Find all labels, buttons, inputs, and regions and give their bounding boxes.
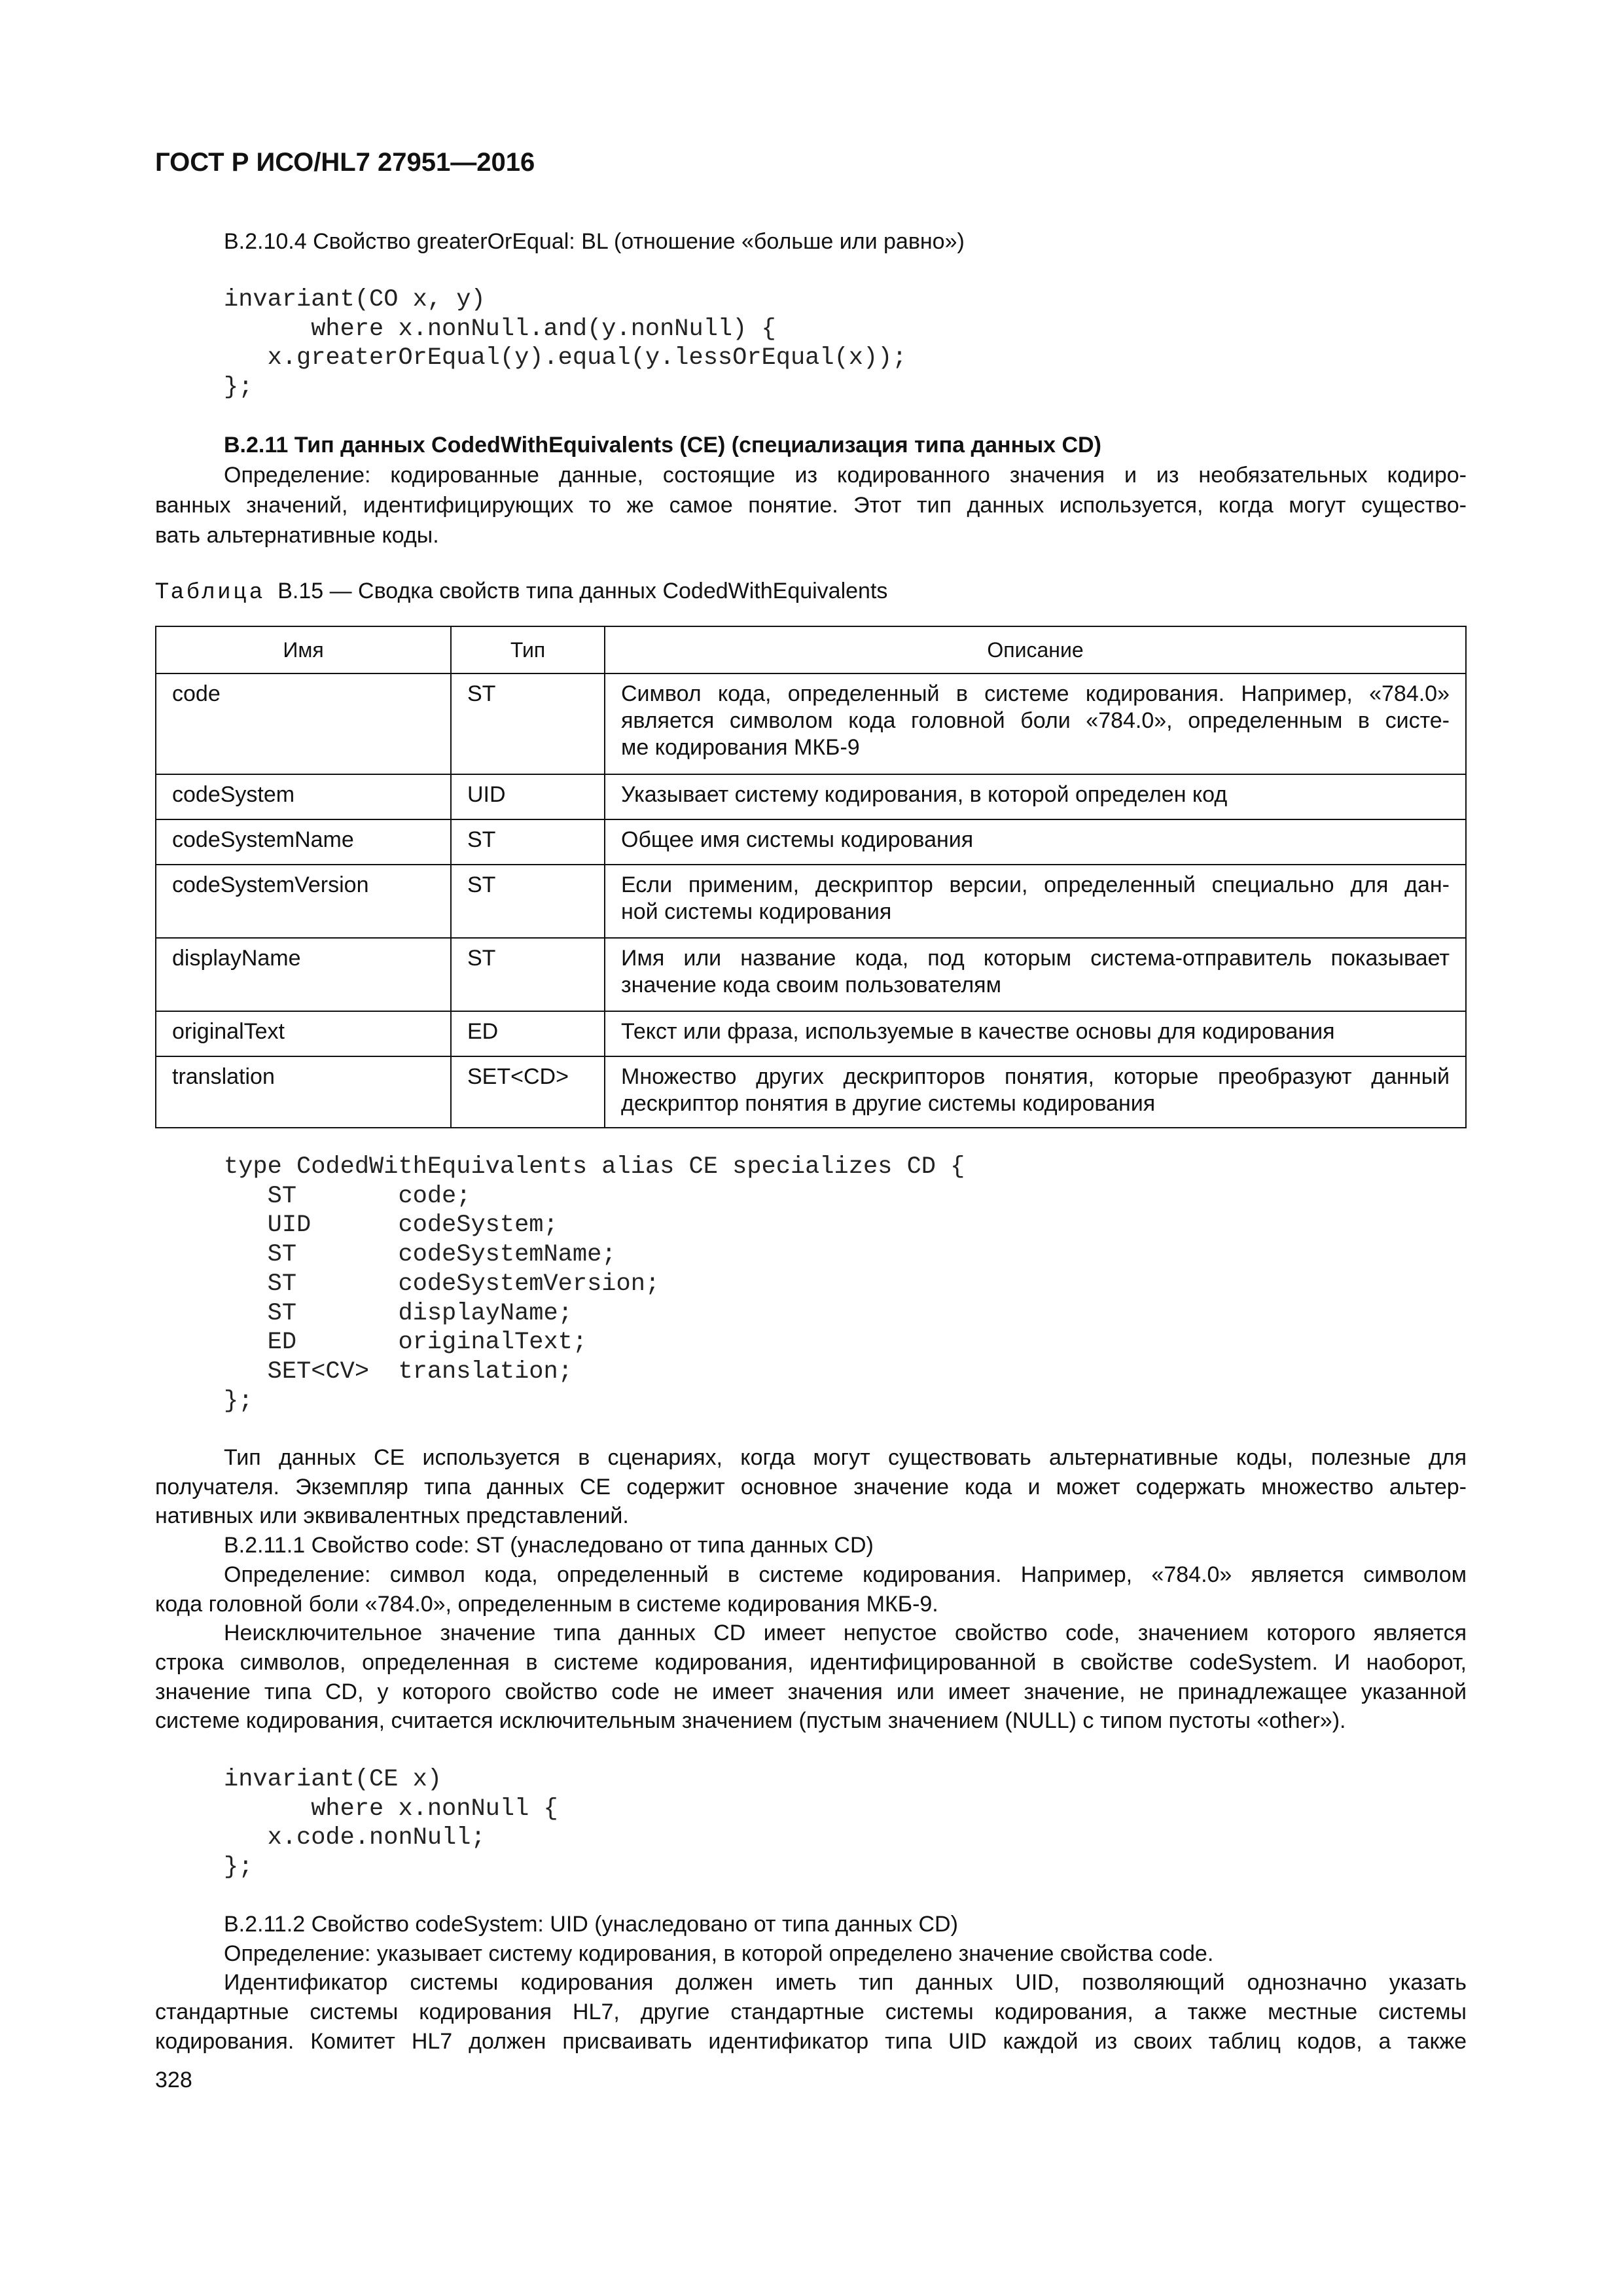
code-line: invariant(CE x) <box>224 1766 442 1793</box>
cell-description <box>605 774 1466 819</box>
column-header-description: Описание <box>605 626 1466 673</box>
text-line: Текст или фраза, используемые в качестве основы для кодирования <box>621 1019 1335 1044</box>
body-text-2 <box>155 1910 1467 2056</box>
text-line: дескриптор понятия в другие системы кодирования <box>621 1091 1156 1116</box>
table-row <box>156 673 1466 774</box>
cell-type: SET<CD> <box>451 1056 605 1128</box>
code-line: type CodedWithEquivalents alias CE specializes CD { <box>224 1153 965 1181</box>
cell-type: ST <box>451 673 605 774</box>
code-line: where x.nonNull.and(y.nonNull) { <box>224 315 776 343</box>
code-line: x.greaterOrEqual(y).equal(y.lessOrEqual(x)); <box>224 344 907 372</box>
code-block-code-invariant <box>224 1765 558 1882</box>
code-block-greater-or-equal <box>224 285 907 403</box>
table-row <box>156 1056 1466 1128</box>
cell-description <box>605 1011 1466 1056</box>
cell-type: ED <box>451 1011 605 1056</box>
table-row <box>156 774 1466 819</box>
cell-type: ST <box>451 819 605 865</box>
cell-name: originalText <box>156 1011 451 1056</box>
code-line: ED originalText; <box>224 1329 588 1357</box>
code-line: }; <box>224 1854 253 1882</box>
cell-description <box>605 673 1466 774</box>
text-line: ной системы кодирования <box>621 899 892 924</box>
text-line: значение кода своим пользователям <box>621 973 1001 997</box>
code-line: ST displayName; <box>224 1299 573 1327</box>
document-header: ГОСТ Р ИСО/HL7 27951—2016 <box>155 148 535 177</box>
code-line: UID codeSystem; <box>224 1211 558 1240</box>
code-line: invariant(CO x, y) <box>224 286 486 314</box>
code-line: ST codeSystemVersion; <box>224 1270 660 1298</box>
cell-type: UID <box>451 774 605 819</box>
code-block-type-definition <box>224 1153 965 1416</box>
cell-name: code <box>156 673 451 774</box>
code-line: ST code; <box>224 1182 471 1210</box>
text-line: кода головной боли «784.0», определенным в системе кодирования МКБ-9. <box>155 1591 938 1617</box>
text-line: строка символов, определенная в системе кодирования, идентифицированной в свойстве codeSystem. И наоборот, <box>155 1649 1467 1675</box>
text-line: Общее имя системы кодирования <box>621 827 974 852</box>
body-text-1 <box>155 1443 1467 1736</box>
text-line: Если применим, дескриптор версии, определенный специально для дан- <box>621 872 1450 897</box>
text-line: Указывает систему кодирования, в которой определен код <box>621 782 1228 807</box>
cell-name: displayName <box>156 938 451 1011</box>
table-header-row <box>156 626 1466 673</box>
table-row <box>156 819 1466 865</box>
table-row <box>156 938 1466 1011</box>
page-number: 328 <box>155 2068 192 2092</box>
cell-description <box>605 865 1466 938</box>
text-line: Символ кода, определенный в системе кодирования. Например, «784.0» <box>621 681 1450 706</box>
section-b2104-title: B.2.10.4 Свойство greaterOrEqual: BL (отношение «больше или равно») <box>224 229 965 254</box>
text-line: B.2.11.2 Свойство codeSystem: UID (унаследовано от типа данных CD) <box>224 1912 958 1937</box>
text-line: вать альтернативные коды. <box>155 523 439 548</box>
text-line: Имя или название кода, под которым система-отправитель показывает <box>621 946 1450 971</box>
text-line: Тип данных CE используется в сценариях, когда могут существовать альтернативные коды, полезные для <box>224 1445 1467 1470</box>
code-line: x.code.nonNull; <box>224 1824 486 1852</box>
text-line: является символом кода головной боли «784.0», определенным в систе- <box>621 708 1450 733</box>
text-line: Определение: указывает систему кодирования, в которой определено значение свойства code. <box>224 1941 1214 1966</box>
text-line: системе кодирования, считается исключительным значением (пустым значением (NULL) с типом пустоты «other»). <box>155 1708 1346 1734</box>
text-line: кодирования. Комитет HL7 должен присваивать идентификатор типа UID каждой из своих таблиц кодов, а также <box>155 2028 1467 2054</box>
code-line: ST codeSystemName; <box>224 1241 616 1269</box>
code-line: }; <box>224 1387 253 1415</box>
column-header-name: Имя <box>156 626 451 673</box>
text-line: стандартные системы кодирования HL7, другие стандартные системы кодирования, а также местные системы <box>155 2000 1467 2025</box>
table-row <box>156 865 1466 938</box>
section-b211-title: B.2.11 Тип данных CodedWithEquivalents (CE) (специализация типа данных CD) <box>224 433 1101 457</box>
text-line: значение типа CD, у которого свойство code не имеет значения или имеет значение, не принадлежащее указанной <box>155 1679 1467 1704</box>
text-line: Определение: кодированные данные, состоящие из кодированного значения и из необязательных кодиро- <box>224 463 1467 488</box>
code-line: SET<CV> translation; <box>224 1357 573 1386</box>
cell-type: ST <box>451 865 605 938</box>
text-line: Идентификатор системы кодирования должен иметь тип данных UID, позволяющий однозначно указать <box>224 1970 1467 1996</box>
cell-name: codeSystemName <box>156 819 451 865</box>
table-caption-text: B.15 — Сводка свойств типа данных CodedWithEquivalents <box>277 579 888 603</box>
code-line: }; <box>224 374 253 402</box>
section-b211 <box>155 430 1467 550</box>
column-header-type: Тип <box>451 626 605 673</box>
text-line: Неисключительное значение типа данных CD имеет непустое свойство code, значением которого является <box>224 1621 1467 1646</box>
cell-description <box>605 938 1466 1011</box>
text-line: нативных или эквивалентных представлений. <box>155 1503 629 1529</box>
cell-description <box>605 1056 1466 1128</box>
text-line: получателя. Экземпляр типа данных CE содержит основное значение кода и может содержать множество альтер- <box>155 1474 1467 1499</box>
properties-table <box>155 626 1467 1128</box>
text-line: Определение: символ кода, определенный в системе кодирования. Например, «784.0» является символом <box>224 1562 1467 1587</box>
cell-name: translation <box>156 1056 451 1128</box>
cell-name: codeSystem <box>156 774 451 819</box>
table-caption <box>155 577 1467 606</box>
text-line: ме кодирования МКБ-9 <box>621 735 860 760</box>
text-line: ванных значений, идентифицирующих то же самое понятие. Этот тип данных используется, когда могут существо- <box>155 493 1467 518</box>
code-line: where x.nonNull { <box>224 1795 558 1823</box>
cell-type: ST <box>451 938 605 1011</box>
text-line: B.2.11.1 Свойство code: ST (унаследовано от типа данных CD) <box>224 1533 874 1558</box>
text-line: Множество других дескрипторов понятия, которые преобразуют данный <box>621 1064 1450 1089</box>
table-row <box>156 1011 1466 1056</box>
cell-name: codeSystemVersion <box>156 865 451 938</box>
cell-description <box>605 819 1466 865</box>
table-caption-label: Таблица <box>155 579 266 603</box>
